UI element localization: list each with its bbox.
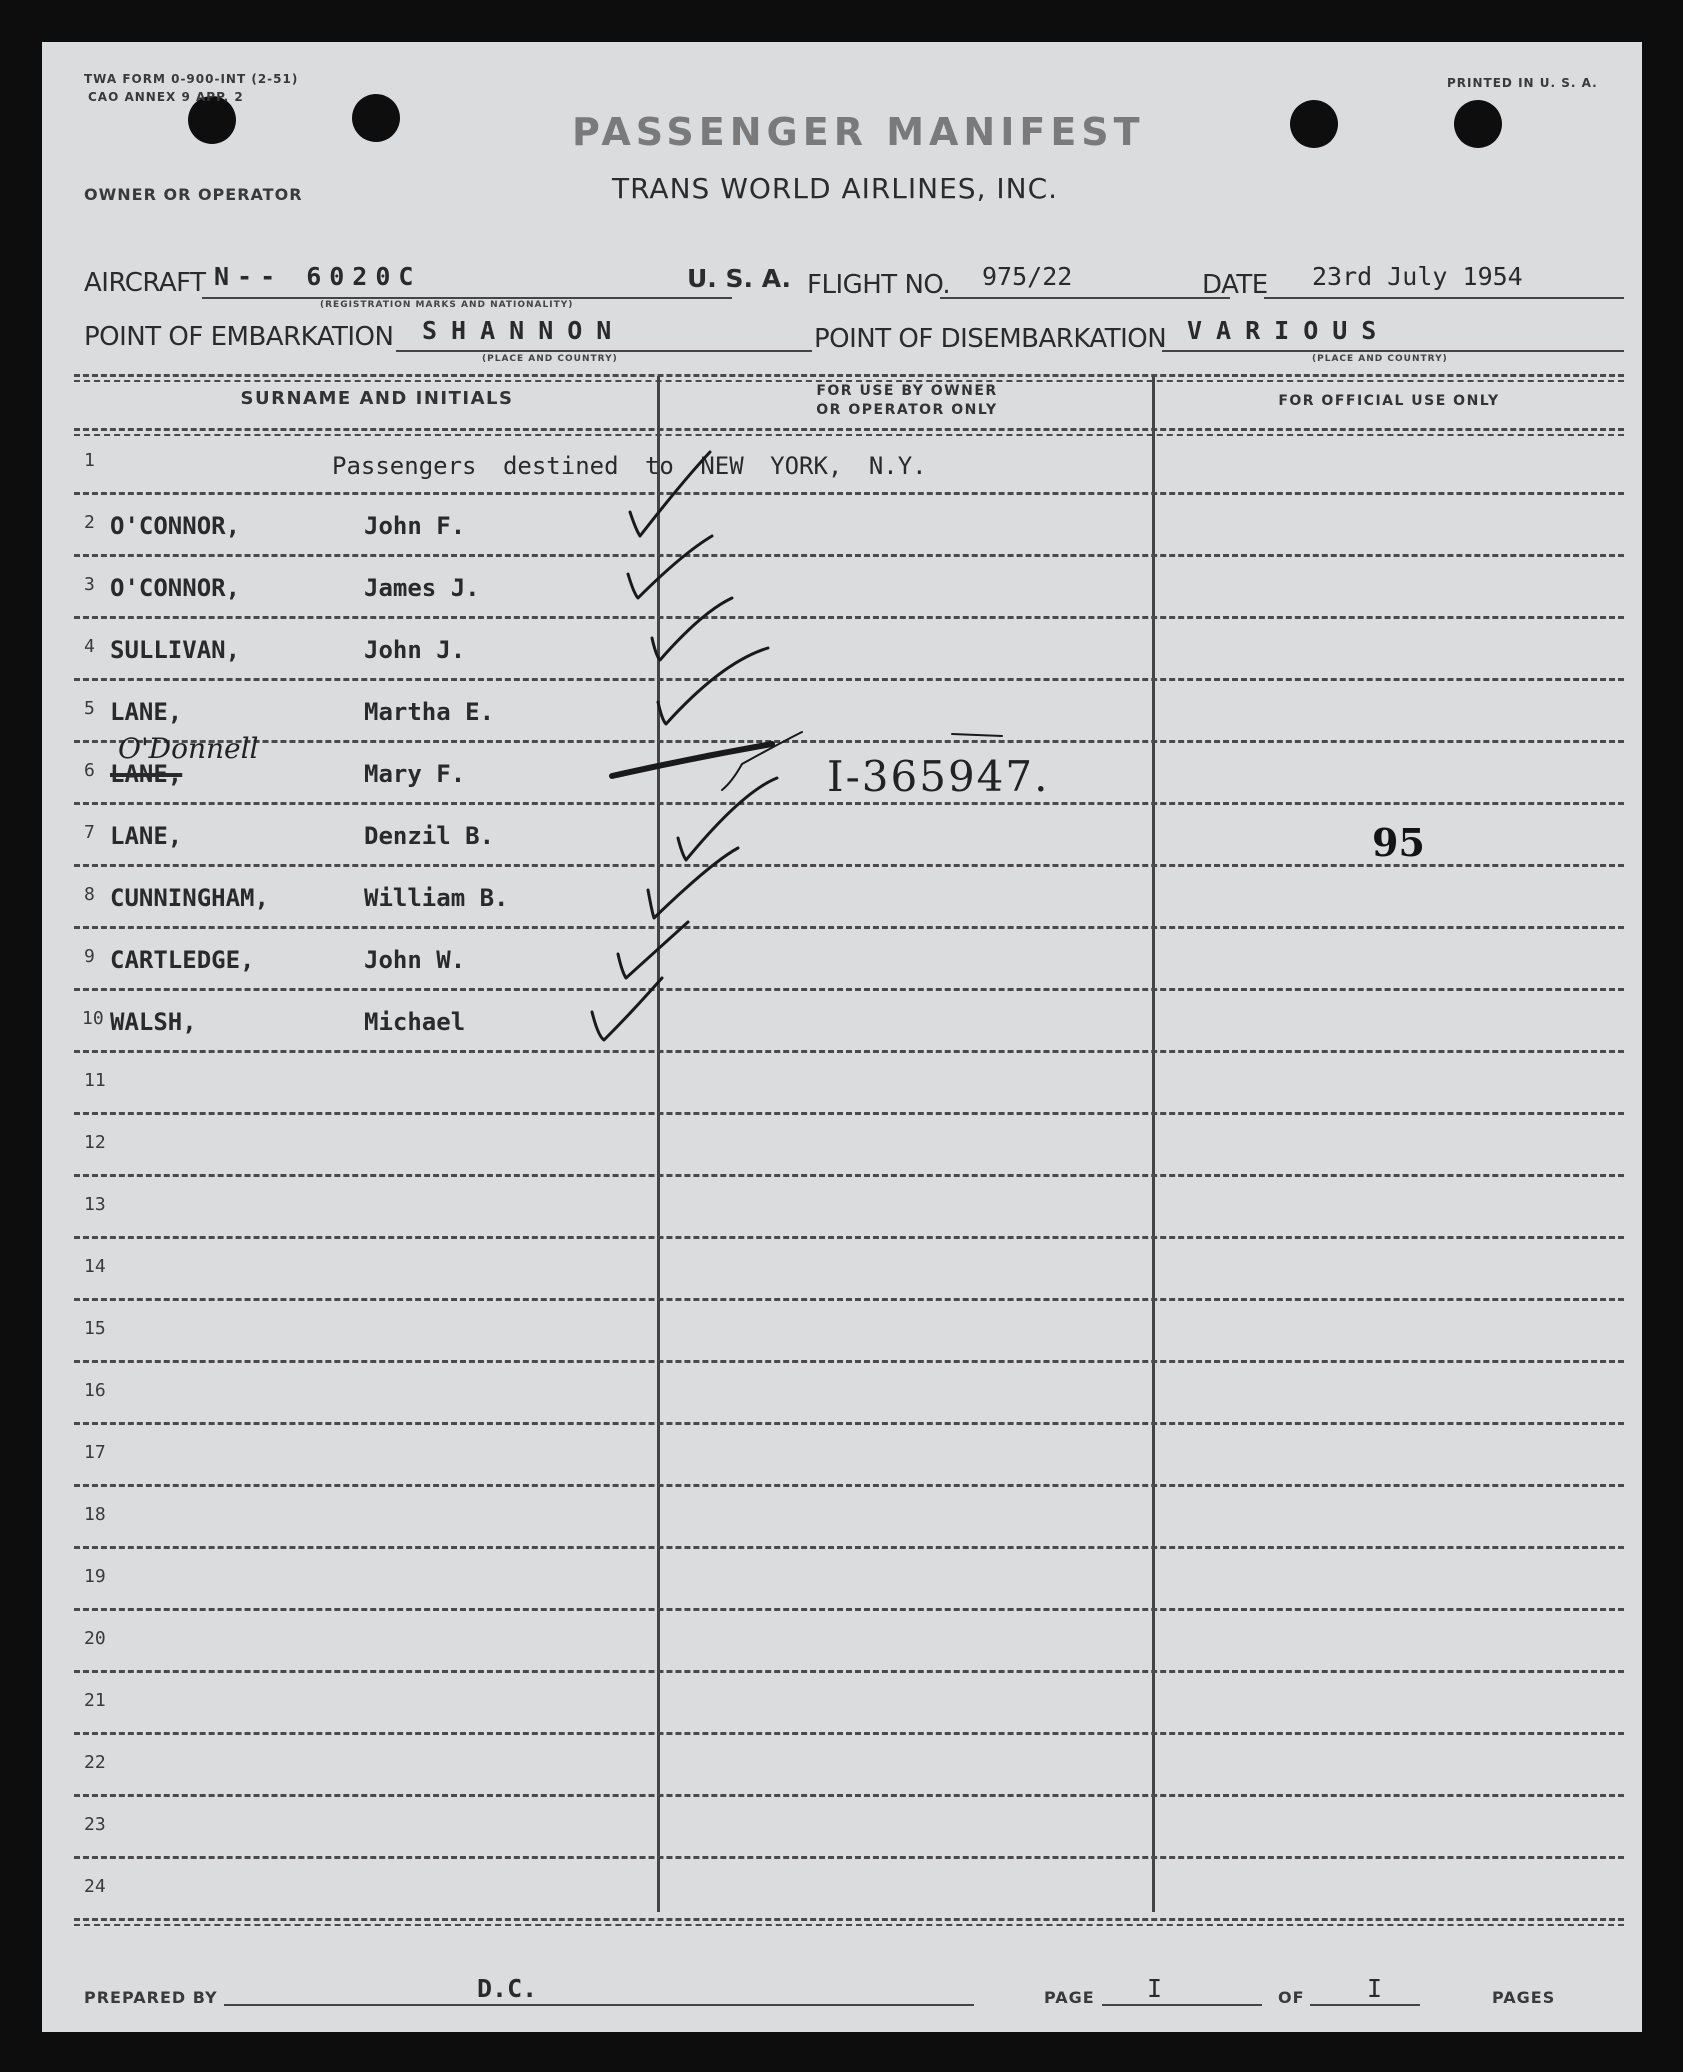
aircraft-value: N-- 6020C	[214, 262, 422, 291]
of-label: OF	[1278, 1988, 1305, 2007]
row-number: 19	[84, 1566, 106, 1587]
passenger-surname: WALSH,	[110, 1008, 197, 1036]
page-underline	[1102, 2004, 1262, 2006]
passenger-given-name: Martha E.	[364, 698, 495, 726]
date-label: DATE	[1202, 270, 1268, 300]
aircraft-label: AIRCRAFT	[84, 268, 206, 298]
embarkation-label: POINT OF EMBARKATION	[84, 322, 394, 352]
row-number: 9	[84, 946, 95, 967]
passenger-given-name: Denzil B.	[364, 822, 495, 850]
check-mark	[628, 536, 712, 598]
annex-reference: CAO ANNEX 9 APP. 2	[88, 90, 244, 104]
row-number: 21	[84, 1690, 106, 1711]
disembarkation-note: (PLACE AND COUNTRY)	[1312, 354, 1448, 364]
nationality: U. S. A.	[687, 264, 792, 293]
passenger-surname-struck: LANE,	[110, 760, 183, 788]
check-mark	[652, 598, 732, 660]
check-mark	[630, 452, 710, 536]
row-number: 14	[84, 1256, 106, 1277]
row-number: 7	[84, 822, 95, 843]
row-number: 8	[84, 884, 95, 905]
flight-number-label: FLIGHT NO.	[807, 270, 951, 300]
printed-in: PRINTED IN U. S. A.	[1447, 76, 1598, 90]
row-number: 10	[82, 1008, 104, 1029]
passenger-surname: LANE,	[110, 822, 183, 850]
passenger-given-name: William B.	[364, 884, 509, 912]
row-number: 2	[84, 512, 95, 533]
of-value: I	[1367, 1974, 1383, 2003]
pen-dash	[952, 734, 1002, 736]
form-title: PASSENGER MANIFEST	[572, 110, 1145, 154]
passenger-surname: CARTLEDGE,	[110, 946, 255, 974]
embarkation-value: SHANNON	[422, 316, 626, 345]
check-mark	[722, 732, 802, 790]
passenger-surname: O'CONNOR,	[110, 574, 241, 602]
passenger-surname: CUNNINGHAM,	[110, 884, 269, 912]
owner-operator-label: OWNER OR OPERATOR	[84, 185, 303, 204]
prepared-by-underline	[224, 2004, 974, 2006]
disembarkation-label: POINT OF DISEMBARKATION	[814, 324, 1167, 354]
of-underline	[1310, 2004, 1420, 2006]
date-value: 23rd July 1954	[1312, 262, 1523, 291]
handwritten-document-number: I-365947.	[827, 752, 1050, 801]
check-mark	[618, 922, 688, 978]
check-marks	[42, 42, 1642, 2032]
embarkation-note: (PLACE AND COUNTRY)	[482, 354, 618, 364]
registration-note: (REGISTRATION MARKS AND NATIONALITY)	[320, 300, 574, 310]
passenger-given-name: John F.	[364, 512, 466, 540]
check-mark	[658, 648, 768, 724]
manifest-sheet	[42, 42, 1642, 2032]
airline-name: TRANS WORLD AIRLINES, INC.	[612, 172, 1059, 205]
passenger-surname: SULLIVAN,	[110, 636, 241, 664]
row-number: 16	[84, 1380, 106, 1401]
row-number: 3	[84, 574, 95, 595]
page-value: I	[1147, 1974, 1163, 2003]
row-number: 1	[84, 450, 95, 471]
official-number: 95	[1372, 820, 1425, 865]
column-header-owner-line1: FOR USE BY OWNER	[816, 383, 998, 399]
passenger-given-name: Mary F.	[364, 760, 466, 788]
passenger-given-name: Michael	[364, 1008, 466, 1036]
passenger-given-name: John J.	[364, 636, 466, 664]
row-number: 13	[84, 1194, 106, 1215]
pages-label: PAGES	[1492, 1988, 1556, 2007]
row-number: 17	[84, 1442, 106, 1463]
handwritten-surname-correction: O'Donnell	[118, 732, 259, 765]
column-header-owner-line2: OR OPERATOR ONLY	[816, 402, 998, 418]
passenger-surname: O'CONNOR,	[110, 512, 241, 540]
disembarkation-value: VARIOUS	[1187, 316, 1391, 345]
check-mark	[678, 778, 777, 860]
row-number: 15	[84, 1318, 106, 1339]
check-mark	[592, 978, 662, 1040]
destination-note: Passengers destined to NEW YORK, N.Y.	[332, 452, 927, 480]
row-number: 18	[84, 1504, 106, 1525]
row-number: 12	[84, 1132, 106, 1153]
row-number: 22	[84, 1752, 106, 1773]
prepared-by-label: PREPARED BY	[84, 1988, 218, 2007]
row-number: 23	[84, 1814, 106, 1835]
form-number: TWA FORM 0-900-INT (2-51)	[84, 72, 299, 86]
passenger-surname: LANE,	[110, 698, 183, 726]
passenger-given-name: James J.	[364, 574, 480, 602]
page-label: PAGE	[1044, 1988, 1095, 2007]
row-number: 11	[84, 1070, 106, 1091]
passenger-given-name: John W.	[364, 946, 466, 974]
prepared-by-value: D.C.	[477, 1974, 538, 2003]
row-number: 6	[84, 760, 95, 781]
row-number: 24	[84, 1876, 106, 1897]
check-mark	[648, 848, 738, 918]
row-number: 5	[84, 698, 95, 719]
row-number: 4	[84, 636, 95, 657]
column-header-surname: SURNAME AND INITIALS	[240, 388, 514, 409]
flight-number-value: 975/22	[982, 262, 1073, 291]
column-header-official: FOR OFFICIAL USE ONLY	[1278, 393, 1500, 409]
row-number: 20	[84, 1628, 106, 1649]
